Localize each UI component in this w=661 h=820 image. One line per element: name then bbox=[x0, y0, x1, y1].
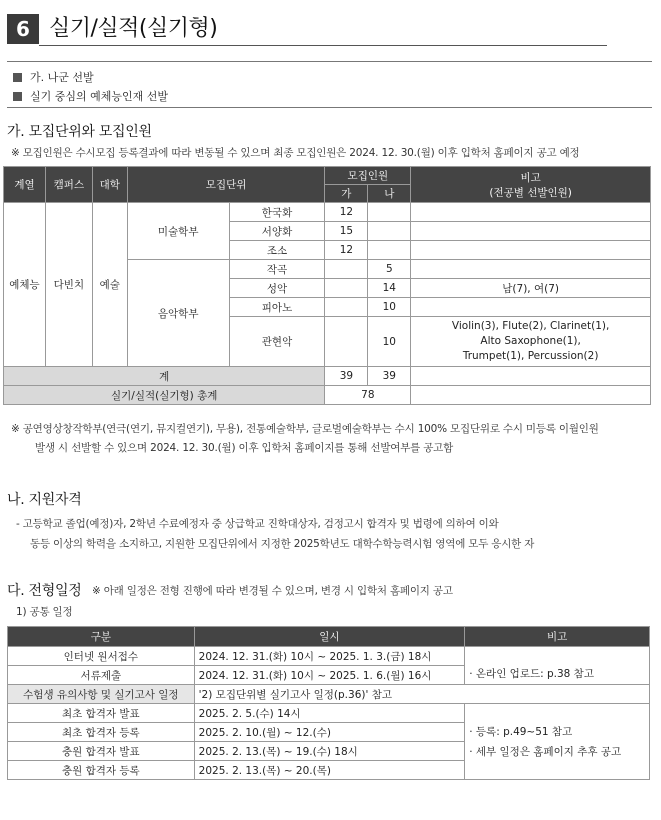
part-a-note: ※ 모집인원은 수시모집 등록결과에 따라 변동될 수 있으며 최종 모집인원은 2024. 12. 30.(월) 이후 입학처 홈페이지 공고 예정 bbox=[11, 147, 580, 159]
cell-major: 작곡 bbox=[229, 260, 325, 279]
cell-ga bbox=[325, 260, 368, 279]
cell-ga: 12 bbox=[325, 203, 368, 222]
cell-ga bbox=[325, 279, 368, 298]
cell-remark bbox=[411, 203, 651, 222]
summary-box bbox=[7, 61, 652, 108]
header-ga: 가 bbox=[325, 185, 368, 203]
cell-sum-na: 39 bbox=[368, 367, 411, 386]
section-number: 6 bbox=[7, 14, 39, 44]
header-unit: 모집단위 bbox=[127, 167, 325, 203]
summary-item: 가. 나군 선발 bbox=[13, 69, 94, 85]
schedule-item: 서류제출 bbox=[8, 666, 195, 685]
part-c-heading-note: ※ 아래 일정은 전형 진행에 따라 변경될 수 있으며, 변경 시 입학처 홈페이지 공고 bbox=[92, 585, 453, 597]
schedule-item: 충원 합격자 발표 bbox=[8, 742, 195, 761]
cell-major: 한국화 bbox=[229, 203, 325, 222]
cell-major: 성악 bbox=[229, 279, 325, 298]
part-b-heading: 나. 지원자격 bbox=[7, 492, 82, 508]
cell-college: 예술 bbox=[92, 203, 127, 367]
cell-total-label: 실기/실적(실기형) 총계 bbox=[4, 386, 325, 405]
header-item: 구분 bbox=[8, 627, 195, 647]
cell-remark: Violin(3), Flute(2), Clarinet(1), Alto Saxophone(1), Trumpet(1), Percussion(2) bbox=[411, 317, 651, 367]
cell-major: 조소 bbox=[229, 241, 325, 260]
part-c-heading: 다. 전형일정 bbox=[7, 583, 82, 599]
section-header bbox=[7, 14, 607, 44]
cell-na bbox=[368, 203, 411, 222]
quota-table bbox=[3, 166, 651, 405]
schedule-item: 최초 합격자 등록 bbox=[8, 723, 195, 742]
cell-ga: 12 bbox=[325, 241, 368, 260]
cell-na bbox=[368, 241, 411, 260]
cell-remark: 남(7), 여(7) bbox=[411, 279, 651, 298]
footnote-line: ※ 공연영상창작학부(연극(연기, 뮤지컬연기), 무용), 전통예술학부, 글로벌예술학부는 수시 100% 모집단위로 수시 미등록 이월인원 bbox=[11, 423, 599, 435]
header-quota: 모집인원 bbox=[325, 167, 411, 185]
cell-na: 10 bbox=[368, 317, 411, 367]
schedule-table bbox=[7, 626, 650, 780]
cell-na bbox=[368, 222, 411, 241]
cell-major: 서양화 bbox=[229, 222, 325, 241]
cell-ga: 15 bbox=[325, 222, 368, 241]
part-a-heading: 가. 모집단위와 모집인원 bbox=[7, 124, 152, 140]
cell-sum-ga: 39 bbox=[325, 367, 368, 386]
eligibility-line: - 고등학교 졸업(예정)자, 2학년 수료예정자 중 상급학교 진학대상자, 검정고시 합격자 및 법령에 의하여 이와 bbox=[16, 518, 499, 530]
cell-dept-art: 미술학부 bbox=[127, 203, 229, 260]
cell-major: 관현악 bbox=[229, 317, 325, 367]
footnote-line: 발생 시 선발할 수 있으며 2024. 12. 30.(월) 이후 입학처 홈페이지를 통해 선발여부를 공고함 bbox=[35, 442, 454, 454]
schedule-subheading: 1) 공통 일정 bbox=[16, 606, 73, 618]
cell-total: 78 bbox=[325, 386, 411, 405]
cell-remark bbox=[411, 241, 651, 260]
square-bullet-icon bbox=[13, 92, 22, 101]
eligibility-line: 동등 이상의 학력을 소지하고, 지원한 모집단위에서 지정한 2025학년도 대학수학능력시험 영역에 모두 응시한 자 bbox=[30, 538, 535, 550]
cell-major: 피아노 bbox=[229, 298, 325, 317]
cell-campus: 다빈치 bbox=[45, 203, 92, 367]
header-na: 나 bbox=[368, 185, 411, 203]
cell-na: 14 bbox=[368, 279, 411, 298]
cell-remark bbox=[411, 260, 651, 279]
schedule-item: 충원 합격자 등록 bbox=[8, 761, 195, 780]
schedule-date: 2025. 2. 10.(월) ~ 12.(수) bbox=[194, 723, 465, 742]
square-bullet-icon bbox=[13, 73, 22, 82]
header-college: 대학 bbox=[92, 167, 127, 203]
header-remark: 비고 (전공별 선발인원) bbox=[411, 167, 651, 203]
schedule-date: 2025. 2. 13.(목) ~ 19.(수) 18시 bbox=[194, 742, 465, 761]
schedule-date: 2025. 2. 5.(수) 14시 bbox=[194, 704, 465, 723]
header-field: 계열 bbox=[4, 167, 46, 203]
summary-item: 실기 중심의 예체능인재 선발 bbox=[13, 88, 168, 104]
cell-ga bbox=[325, 317, 368, 367]
schedule-date: 2025. 2. 13.(목) ~ 20.(목) bbox=[194, 761, 465, 780]
schedule-item: 수험생 유의사항 및 실기고사 일정 bbox=[8, 685, 195, 704]
cell-sum-label: 계 bbox=[4, 367, 325, 386]
schedule-remark: · 온라인 업로드: p.38 참고 bbox=[465, 647, 650, 685]
header-date: 일시 bbox=[194, 627, 465, 647]
cell-total-remark bbox=[411, 386, 651, 405]
schedule-date: 2024. 12. 31.(화) 10시 ~ 2025. 1. 6.(월) 16시 bbox=[194, 666, 465, 685]
header-remark: 비고 bbox=[465, 627, 650, 647]
header-campus: 캠퍼스 bbox=[45, 167, 92, 203]
cell-remark bbox=[411, 222, 651, 241]
section-title: 실기/실적(실기형) bbox=[49, 16, 218, 41]
schedule-remark: · 등록: p.49~51 참고 · 세부 일정은 홈페이지 추후 공고 bbox=[465, 704, 650, 780]
schedule-date: '2) 모집단위별 실기고사 일정(p.36)' 참고 bbox=[194, 685, 649, 704]
schedule-date: 2024. 12. 31.(화) 10시 ~ 2025. 1. 3.(금) 18시 bbox=[194, 647, 465, 666]
schedule-item: 최초 합격자 발표 bbox=[8, 704, 195, 723]
cell-na: 5 bbox=[368, 260, 411, 279]
cell-ga bbox=[325, 298, 368, 317]
schedule-item: 인터넷 원서접수 bbox=[8, 647, 195, 666]
cell-field: 예체능 bbox=[4, 203, 46, 367]
cell-dept-music: 음악학부 bbox=[127, 260, 229, 367]
section-rule bbox=[39, 45, 607, 46]
cell-remark bbox=[411, 298, 651, 317]
cell-na: 10 bbox=[368, 298, 411, 317]
cell-sum-remark bbox=[411, 367, 651, 386]
